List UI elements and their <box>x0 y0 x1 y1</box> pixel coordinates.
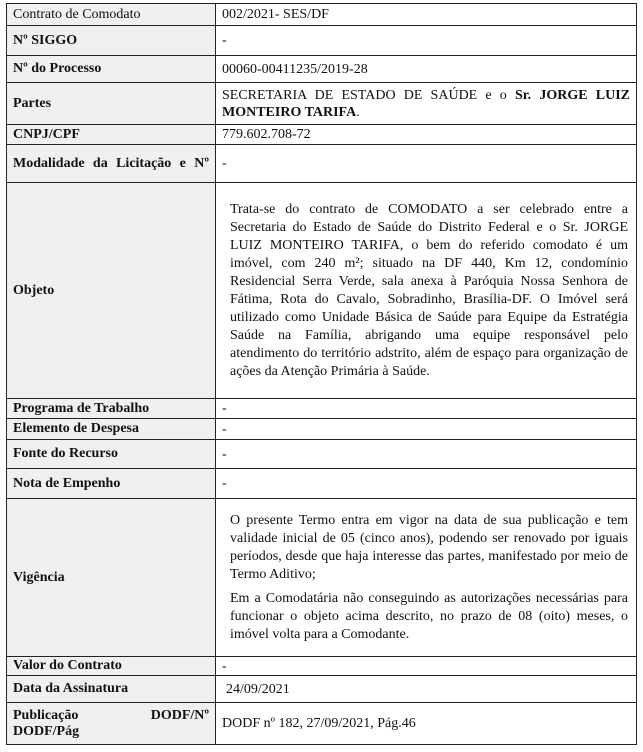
contract-summary-table <box>6 3 637 745</box>
row-value-publicacao: DODF nº 182, 27/09/2021, Pág.46 <box>216 703 637 745</box>
row-value-processo: 00060-00411235/2019-28 <box>216 56 637 83</box>
table-row-cnpj <box>7 125 637 145</box>
partes-suffix: . <box>356 104 360 120</box>
row-value-programa: - <box>216 399 637 419</box>
row-label-partes: Partes <box>7 83 216 125</box>
row-value-siggo: - <box>216 26 637 56</box>
partes-prefix: SECRETARIA DE ESTADO DE SAÚDE e o <box>222 87 515 103</box>
row-value-fonte: - <box>216 440 637 469</box>
row-value-partes <box>216 83 637 125</box>
table-row-modalidade <box>7 145 637 183</box>
table-row-programa <box>7 399 637 419</box>
row-label-cnpj: CNPJ/CPF <box>7 125 216 145</box>
table-row-objeto <box>7 183 637 399</box>
row-label-publicacao: Publicação DODF/Nº DODF/Pág <box>7 703 216 745</box>
row-value-elemento: - <box>216 419 637 440</box>
row-label-siggo: Nº SIGGO <box>7 26 216 56</box>
row-value-valor: - <box>216 657 637 676</box>
table-row-vigencia <box>7 499 637 657</box>
row-value-modalidade: - <box>216 145 637 183</box>
table-row-empenho <box>7 469 637 499</box>
row-label-processo: Nº do Processo <box>7 56 216 83</box>
table-row-processo <box>7 56 637 83</box>
row-value-objeto-cell <box>216 183 637 399</box>
row-label-fonte: Fonte do Recurso <box>7 440 216 469</box>
table-row-valor <box>7 657 637 676</box>
row-label-programa: Programa de Trabalho <box>7 399 216 419</box>
table-row-publicacao <box>7 703 637 745</box>
table-row-siggo <box>7 26 637 56</box>
row-label-vigencia: Vigência <box>7 499 216 657</box>
row-label-contrato: Contrato de Comodato <box>7 4 216 26</box>
row-value-assinatura: 24/09/2021 <box>216 676 637 703</box>
row-label-empenho: Nota de Empenho <box>7 469 216 499</box>
partes-name: Sr. JORGE LUIZ MONTEIRO TARIFA <box>222 87 630 120</box>
row-label-assinatura: Data da Assinatura <box>7 676 216 703</box>
row-label-objeto: Objeto <box>7 183 216 399</box>
objeto-text: Trata-se do contrato de COMODATO a ser celebrado entre a Secretaria do Estado de Saúde do Distrito Federal e o Sr. JORGE LUIZ MONTEIRO TARIFA, o bem do referido comodato é um imóvel, com 240 m²; situado na DF 440, Km 12, condomínio Residencial Serra Verde, sala anexa à Paróquia Nossa Senhora de Fátima, Rota do Cavalo, Sobradinho, Brasília-DF. O Imóvel será utilizado como Unidade Básica de Saúde para Equipe da Estratégia Saúde na Família, abrigando uma equipe responsável pelo atendimento do território adstrito, além de espaço para organização de ações da Atenção Primária à Saúde. <box>230 201 628 379</box>
table-row-partes <box>7 83 637 125</box>
vigencia-paragraph-2: Em a Comodatária não conseguindo as autorizações necessárias para funcionar o objeto acima descrito, no prazo de 08 (oito) meses, o imóvel volta para a Comodante. <box>230 590 628 642</box>
row-label-modalidade: Modalidade da Licitação e Nº <box>7 145 216 183</box>
row-value-empenho: - <box>216 469 637 499</box>
table-row-fonte <box>7 440 637 469</box>
row-label-elemento: Elemento de Despesa <box>7 419 216 440</box>
row-value-contrato: 002/2021- SES/DF <box>216 4 637 26</box>
vigencia-paragraph-1: O presente Termo entra em vigor na data de sua publicação e tem validade inicial de 05 (cinco anos), podendo ser renovado por iguais períodos, desde que haja interesse das partes, manifestado por meio de Termo Aditivo; <box>230 512 628 582</box>
table-row-elemento <box>7 419 637 440</box>
row-label-valor: Valor do Contrato <box>7 657 216 676</box>
row-value-vigencia-cell <box>216 499 637 657</box>
row-value-cnpj: 779.602.708-72 <box>216 125 637 145</box>
table-row-contrato <box>7 4 637 26</box>
table-row-assinatura <box>7 676 637 703</box>
